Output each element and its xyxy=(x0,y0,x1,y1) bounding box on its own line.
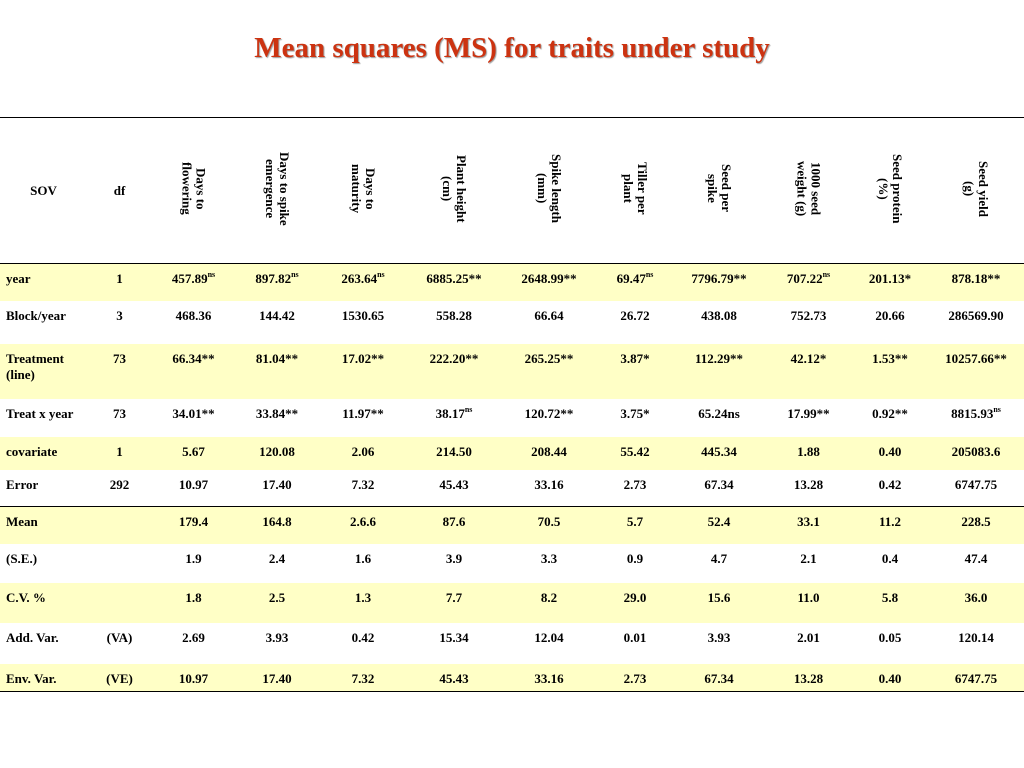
row-df: 73 xyxy=(113,405,126,421)
table-cell xyxy=(597,470,673,507)
cell-value: 26.72 xyxy=(620,307,650,323)
table-cell xyxy=(597,623,673,664)
table-cell xyxy=(235,437,319,470)
table-cell xyxy=(152,437,235,470)
table-cell xyxy=(407,399,501,437)
table-cell xyxy=(597,437,673,470)
cell-value: 17.40 xyxy=(262,670,292,686)
cell-value: 2.69 xyxy=(182,629,205,645)
cell-value: 7796.79** xyxy=(691,271,747,286)
significance-mark: ns xyxy=(207,270,216,279)
header-trait xyxy=(597,118,673,264)
cell-value: 179.4 xyxy=(178,514,209,529)
significance-mark: ns xyxy=(645,270,654,279)
row-sov: Mean xyxy=(0,507,87,544)
table-cell xyxy=(319,437,407,470)
cell-value: 1.8 xyxy=(185,589,202,605)
significance-mark: ns xyxy=(464,404,473,414)
table-cell xyxy=(235,664,319,692)
table-row xyxy=(0,399,1024,437)
table-cell xyxy=(501,437,597,470)
table-cell xyxy=(928,623,1024,664)
cell-value: 0.05 xyxy=(878,629,902,645)
cell-value: 0.40 xyxy=(878,670,902,686)
cell-value: 112.29** xyxy=(694,350,744,366)
table-cell xyxy=(501,344,597,399)
header-trait-label: Seed per spike xyxy=(705,164,734,213)
table-cell xyxy=(597,399,673,437)
table-cell xyxy=(597,544,673,583)
table-cell xyxy=(235,264,319,301)
cell-value: 10.97 xyxy=(178,476,209,492)
cell-value: 81.04** xyxy=(255,350,299,366)
table-cell xyxy=(852,344,928,399)
row-df: (VE) xyxy=(87,664,152,692)
cell-value: 2.1 xyxy=(800,550,817,566)
table-cell xyxy=(597,301,673,344)
row-df xyxy=(87,544,152,583)
table-row xyxy=(0,544,1024,583)
table-cell xyxy=(765,399,852,437)
cell-value: 10.97 xyxy=(178,670,209,686)
row-df: 3 xyxy=(116,307,123,323)
cell-value: 3.3 xyxy=(540,550,558,566)
table-cell xyxy=(852,301,928,344)
header-trait xyxy=(928,118,1024,264)
cell-value: 1.3 xyxy=(354,589,372,605)
cell-value: 265.25** xyxy=(524,350,574,366)
table-cell xyxy=(407,507,501,544)
cell-value: 42.12* xyxy=(790,350,827,366)
table-row xyxy=(0,664,1024,692)
table-cell xyxy=(597,264,673,301)
cell-value: 2.5 xyxy=(268,589,286,605)
table-cell xyxy=(852,437,928,470)
cell-value: 222.20** xyxy=(429,350,479,366)
table-cell xyxy=(852,264,928,301)
table-cell xyxy=(928,470,1024,507)
cell-value: 5.7 xyxy=(626,514,644,529)
cell-value: 33.16 xyxy=(534,476,564,492)
table-cell xyxy=(501,583,597,623)
table-cell xyxy=(152,344,235,399)
row-df xyxy=(87,583,152,623)
table-cell xyxy=(765,470,852,507)
header-df: df xyxy=(87,118,152,264)
header-sov: SOV xyxy=(0,118,87,264)
cell-value: 67.34 xyxy=(704,476,734,492)
table-cell xyxy=(597,507,673,544)
table-cell xyxy=(928,507,1024,544)
cell-value: 13.28 xyxy=(793,476,824,492)
cell-value: 2.4 xyxy=(268,550,286,566)
table-cell xyxy=(673,470,765,507)
cell-value: 228.5 xyxy=(961,514,991,529)
cell-value: 13.28 xyxy=(793,670,824,686)
table-cell xyxy=(152,301,235,344)
table-cell xyxy=(765,264,852,301)
cell-value: 2.73 xyxy=(623,670,647,686)
table-cell xyxy=(407,344,501,399)
cell-value: 2.6.6 xyxy=(350,514,376,529)
cell-value: 0.42 xyxy=(878,476,902,492)
cell-value: 10257.66** xyxy=(945,350,1007,366)
row-sov: Env. Var. xyxy=(0,664,87,692)
row-df: 292 xyxy=(109,476,130,492)
cell-value: 3.93 xyxy=(265,629,289,645)
table-cell xyxy=(673,623,765,664)
row-df: 1 xyxy=(116,443,123,459)
cell-value: 2.01 xyxy=(797,629,820,645)
table-cell xyxy=(765,583,852,623)
header-trait-label: Plant height (cm) xyxy=(440,154,469,223)
table-cell xyxy=(235,344,319,399)
row-sov: Treatment (line) xyxy=(6,350,64,382)
table-cell xyxy=(765,507,852,544)
header-trait-label: Days to spike emergence xyxy=(263,151,292,226)
table-row xyxy=(0,301,1024,344)
cell-value: 0.40 xyxy=(878,443,902,459)
table-row xyxy=(0,264,1024,301)
cell-value: 11.97** xyxy=(342,405,384,421)
table-cell xyxy=(235,583,319,623)
cell-value: 120.72** xyxy=(524,405,574,421)
cell-value: 878.18** xyxy=(951,271,1001,286)
header-trait-label: Tiller per plant xyxy=(621,162,650,215)
table-cell xyxy=(765,301,852,344)
cell-value: 897.82 xyxy=(255,271,292,286)
ms-table xyxy=(0,117,1024,692)
table-cell xyxy=(501,264,597,301)
cell-value: 164.8 xyxy=(262,514,292,529)
table-cell xyxy=(319,583,407,623)
row-sov: Block/year xyxy=(6,307,66,323)
cell-value: 214.50 xyxy=(436,443,472,459)
table-cell xyxy=(319,507,407,544)
table-cell xyxy=(407,264,501,301)
header-trait xyxy=(407,118,501,264)
cell-value: 1530.65 xyxy=(341,307,385,323)
table-cell xyxy=(852,623,928,664)
cell-value: 6747.75 xyxy=(954,476,998,492)
row-sov: (S.E.) xyxy=(6,550,38,566)
row-sov: Error xyxy=(6,476,39,492)
table-cell xyxy=(673,264,765,301)
row-sov: year xyxy=(6,271,31,286)
header-trait-label: 1000 seed weight (g) xyxy=(794,160,824,217)
table-cell xyxy=(152,399,235,437)
cell-value: 5.67 xyxy=(182,443,205,459)
cell-value: 66.34** xyxy=(172,350,215,366)
cell-value: 0.01 xyxy=(623,629,647,645)
cell-value: 144.42 xyxy=(259,307,295,323)
table-cell xyxy=(501,623,597,664)
cell-value: 457.89 xyxy=(171,271,208,286)
header-trait-label: Spike length (mm) xyxy=(535,154,564,223)
table-cell xyxy=(928,437,1024,470)
table-cell xyxy=(673,544,765,583)
table-row xyxy=(0,507,1024,544)
cell-value: 1.9 xyxy=(185,550,202,566)
cell-value: 438.08 xyxy=(701,307,737,323)
table-cell xyxy=(852,399,928,437)
table-cell xyxy=(407,544,501,583)
page-title: Mean squares (MS) for traits under study xyxy=(254,32,770,64)
table-cell xyxy=(597,344,673,399)
table-cell xyxy=(152,623,235,664)
table-cell xyxy=(319,301,407,344)
cell-value: 15.34 xyxy=(439,629,469,645)
table-cell xyxy=(852,664,928,692)
table-cell xyxy=(501,470,597,507)
header-trait xyxy=(765,118,852,264)
table-cell xyxy=(765,544,852,583)
cell-value: 205083.6 xyxy=(951,443,1001,459)
cell-value: 3.9 xyxy=(445,550,463,566)
table-cell xyxy=(152,264,235,301)
cell-value: 7.32 xyxy=(351,670,375,686)
cell-value: 286569.90 xyxy=(948,307,1004,323)
cell-value: 87.6 xyxy=(442,514,466,529)
table-cell xyxy=(501,399,597,437)
header-trait xyxy=(852,118,928,264)
table-cell xyxy=(765,437,852,470)
table-cell xyxy=(235,399,319,437)
cell-value: 0.42 xyxy=(351,629,375,645)
cell-value: 5.8 xyxy=(881,589,899,605)
cell-value: 17.40 xyxy=(262,476,292,492)
cell-value: 45.43 xyxy=(439,670,469,686)
cell-value: 52.4 xyxy=(707,514,731,529)
table-cell xyxy=(673,583,765,623)
table-cell xyxy=(407,301,501,344)
row-df: 73 xyxy=(113,350,126,366)
table-cell xyxy=(319,344,407,399)
table-cell xyxy=(673,301,765,344)
cell-value: 752.73 xyxy=(790,307,827,323)
table-cell xyxy=(235,507,319,544)
table-row xyxy=(0,583,1024,623)
cell-value: 17.02** xyxy=(341,350,385,366)
cell-value: 4.7 xyxy=(710,550,728,566)
table-cell xyxy=(928,301,1024,344)
cell-value: 15.6 xyxy=(707,589,731,605)
table-row xyxy=(0,623,1024,664)
table-cell xyxy=(928,399,1024,437)
table-cell xyxy=(501,507,597,544)
table-cell xyxy=(319,264,407,301)
table-cell xyxy=(319,470,407,507)
table-cell xyxy=(235,544,319,583)
cell-value: 33.1 xyxy=(797,514,820,529)
cell-value: 2.73 xyxy=(623,476,647,492)
table-cell xyxy=(928,583,1024,623)
cell-value: 201.13* xyxy=(868,271,912,286)
row-df xyxy=(87,507,152,544)
cell-value: 120.14 xyxy=(958,629,994,645)
cell-value: 34.01** xyxy=(172,405,215,421)
table-cell xyxy=(597,583,673,623)
table-cell xyxy=(152,507,235,544)
cell-value: 67.34 xyxy=(704,670,734,686)
header-trait xyxy=(235,118,319,264)
cell-value: 33.84** xyxy=(255,405,299,421)
table-cell xyxy=(765,623,852,664)
cell-value: 208.44 xyxy=(531,443,567,459)
header-row xyxy=(0,118,1024,264)
table-cell xyxy=(152,544,235,583)
cell-value: 11.2 xyxy=(878,514,902,529)
cell-value: 0.9 xyxy=(626,550,644,566)
cell-value: 263.64 xyxy=(341,271,378,286)
table-cell xyxy=(673,664,765,692)
cell-value: 445.34 xyxy=(701,443,737,459)
header-trait-label: Seed protein (%) xyxy=(876,153,905,224)
table-cell xyxy=(235,623,319,664)
cell-value: 0.4 xyxy=(881,550,899,566)
table-cell xyxy=(852,583,928,623)
table-cell xyxy=(852,544,928,583)
cell-value: 3.93 xyxy=(707,629,731,645)
cell-value: 33.16 xyxy=(534,670,564,686)
cell-value: 1.53** xyxy=(872,350,908,366)
cell-value: 7.7 xyxy=(445,589,463,605)
cell-value: 6747.75 xyxy=(954,670,998,686)
header-trait-label: Days to maturity xyxy=(349,163,378,214)
table-cell xyxy=(407,664,501,692)
cell-value: 0.92** xyxy=(872,405,908,421)
table-cell xyxy=(319,399,407,437)
table-cell xyxy=(673,399,765,437)
cell-value: 36.0 xyxy=(964,589,988,605)
row-df: 1 xyxy=(116,271,123,286)
table-row xyxy=(0,437,1024,470)
table-cell xyxy=(928,664,1024,692)
row-sov: C.V. % xyxy=(6,589,46,605)
significance-mark: ns xyxy=(993,404,1001,414)
table-cell xyxy=(928,264,1024,301)
significance-mark: ns xyxy=(822,270,831,279)
header-trait xyxy=(501,118,597,264)
cell-value: 45.43 xyxy=(439,476,469,492)
cell-value: 558.28 xyxy=(436,307,472,323)
cell-value: 38.17 xyxy=(435,405,465,421)
cell-value: 20.66 xyxy=(875,307,905,323)
table-cell xyxy=(319,623,407,664)
header-trait-label: Seed yield (g) xyxy=(962,160,991,217)
table-cell xyxy=(765,344,852,399)
cell-value: 2648.99** xyxy=(521,271,577,286)
table-cell xyxy=(407,623,501,664)
table-cell xyxy=(501,544,597,583)
cell-value: 11.0 xyxy=(797,589,820,605)
cell-value: 47.4 xyxy=(964,550,988,566)
row-sov: Treat x year xyxy=(6,405,74,421)
cell-value: 70.5 xyxy=(537,514,561,529)
table-cell xyxy=(407,470,501,507)
header-trait xyxy=(152,118,235,264)
row-df: (VA) xyxy=(106,629,133,645)
cell-value: 2.06 xyxy=(351,443,375,459)
table-cell xyxy=(597,664,673,692)
cell-value: 66.64 xyxy=(534,307,564,323)
table-cell xyxy=(152,664,235,692)
table-row xyxy=(0,470,1024,507)
table-cell xyxy=(673,437,765,470)
table-cell xyxy=(673,344,765,399)
table-cell xyxy=(235,470,319,507)
cell-value: 468.36 xyxy=(175,307,212,323)
table-cell xyxy=(235,301,319,344)
cell-value: 1.6 xyxy=(354,550,372,566)
table-cell xyxy=(152,583,235,623)
cell-value: 120.08 xyxy=(259,443,295,459)
cell-value: 65.24ns xyxy=(698,405,740,421)
cell-value: 7.32 xyxy=(351,476,375,492)
cell-value: 29.0 xyxy=(623,589,647,605)
cell-value: 55.42 xyxy=(620,443,650,459)
cell-value: 8815.93 xyxy=(951,405,994,421)
table-cell xyxy=(765,664,852,692)
table-cell xyxy=(501,664,597,692)
cell-value: 1.88 xyxy=(797,443,820,459)
cell-value: 3.75* xyxy=(620,405,650,421)
row-sov: Add. Var. xyxy=(6,629,59,645)
table-cell xyxy=(928,344,1024,399)
significance-mark: ns xyxy=(377,270,385,279)
table-row xyxy=(0,344,1024,399)
cell-value: 6885.25** xyxy=(426,271,482,286)
table-cell xyxy=(407,437,501,470)
table-cell xyxy=(501,301,597,344)
table-cell xyxy=(152,470,235,507)
header-trait-label: Days to flowering xyxy=(179,162,209,215)
table-cell xyxy=(852,470,928,507)
significance-mark: ns xyxy=(291,270,299,279)
header-trait xyxy=(319,118,407,264)
row-sov: covariate xyxy=(6,443,58,459)
cell-value: 69.47 xyxy=(616,271,646,286)
table-cell xyxy=(407,583,501,623)
table-cell xyxy=(673,507,765,544)
cell-value: 12.04 xyxy=(534,629,564,645)
header-trait xyxy=(673,118,765,264)
cell-value: 707.22 xyxy=(786,271,823,286)
cell-value: 3.87* xyxy=(620,350,650,366)
table-cell xyxy=(319,544,407,583)
cell-value: 8.2 xyxy=(540,589,558,605)
table-cell xyxy=(928,544,1024,583)
cell-value: 17.99** xyxy=(787,405,830,421)
table-cell xyxy=(852,507,928,544)
table-cell xyxy=(319,664,407,692)
